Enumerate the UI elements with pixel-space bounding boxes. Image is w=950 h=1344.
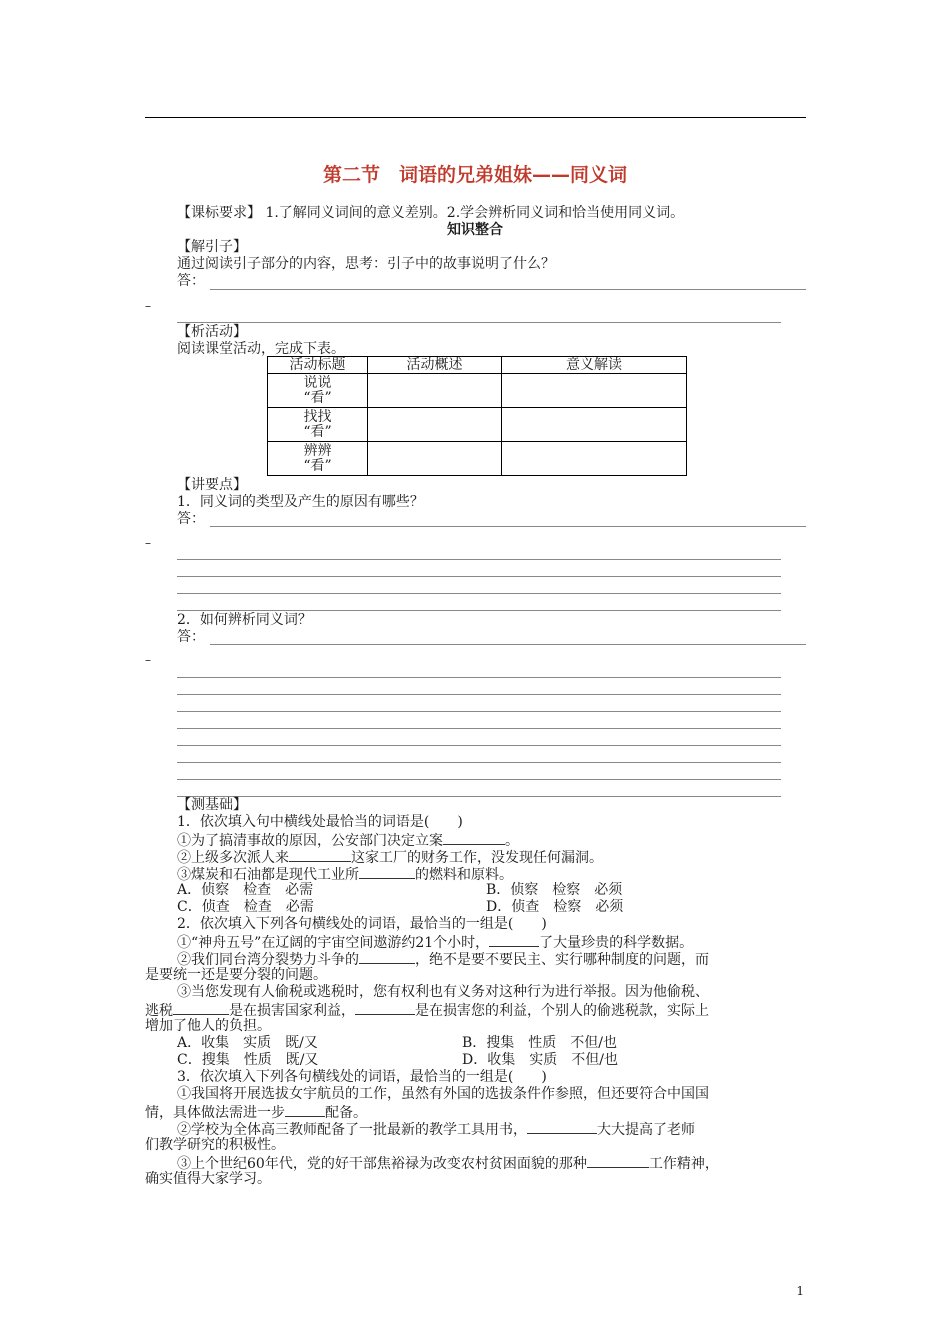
knowledge-heading: 知识整合 xyxy=(447,222,503,238)
question-sentence: ①“神舟五号”在辽阔的宇宙空间遨游约21个小时， 了大量珍贵的科学数据。 xyxy=(177,935,694,951)
row-title-line: 找找 xyxy=(303,408,332,425)
answer-line[interactable] xyxy=(177,322,781,323)
question-sentence: 逃税 是在损害国家利益， 是在损害您的利益，个别人的偷逃税款，实际上 xyxy=(145,1003,709,1019)
option-b[interactable]: B．搜集 性质 不但/也 xyxy=(462,1035,618,1051)
requirements-line xyxy=(177,205,684,222)
question-sentence: 们教学研究的积极性。 xyxy=(145,1137,285,1153)
fill-blank[interactable] xyxy=(289,848,351,862)
answer-line[interactable] xyxy=(177,796,781,797)
answer-line[interactable] xyxy=(210,644,806,645)
row-title-line: 辨辨 xyxy=(303,442,332,459)
fill-blank[interactable] xyxy=(173,1001,229,1015)
answer-line[interactable] xyxy=(177,728,781,729)
option-a[interactable]: A．收集 实质 既/又 xyxy=(177,1035,318,1051)
answer-line[interactable] xyxy=(177,576,781,577)
question-sentence: ①我国将开展选拔女宇航员的工作，虽然有外国的选拔条件作参照，但还要符合中国国 xyxy=(177,1086,709,1102)
basics-heading: 【测基础】 xyxy=(177,797,247,813)
table-header: 活动标题 xyxy=(268,357,368,374)
question-sentence: ②上级多次派人来 这家工厂的财务工作，没发现任何漏洞。 xyxy=(177,850,603,866)
activity-table xyxy=(267,356,687,476)
answer-line[interactable] xyxy=(177,610,781,611)
fill-blank[interactable] xyxy=(355,1001,415,1015)
option-d[interactable]: D．侦查 检察 必须 xyxy=(486,899,624,915)
question-stem: 2．依次填入下列各句横线处的词语，最恰当的一组是( ) xyxy=(177,916,547,932)
answer-line[interactable] xyxy=(177,677,781,678)
option-a[interactable]: A．侦察 检查 必需 xyxy=(177,882,314,898)
answer-line[interactable] xyxy=(177,694,781,695)
fill-blank[interactable] xyxy=(587,1154,649,1168)
requirements-label: 【课标要求】 xyxy=(177,205,261,221)
fill-blank[interactable] xyxy=(359,950,415,964)
row-title-line: 说说 xyxy=(303,374,332,391)
fill-blank[interactable] xyxy=(359,865,415,879)
option-b[interactable]: B．侦察 检察 必须 xyxy=(486,882,623,898)
fill-blank[interactable] xyxy=(285,1103,325,1117)
row-title-line: “看” xyxy=(303,389,332,406)
option-c[interactable]: C．搜集 性质 既/又 xyxy=(177,1052,319,1068)
table-cell[interactable] xyxy=(368,442,502,476)
question-sentence: ①为了搞清事故的原因，公安部门决定立案 。 xyxy=(177,833,519,849)
table-row xyxy=(268,408,687,442)
fill-blank[interactable] xyxy=(527,1120,597,1134)
question-sentence: ②学校为全体高三教师配备了一批最新的教学工具用书， 大大提高了老师 xyxy=(177,1122,695,1138)
intro-answer-label: 答： xyxy=(177,273,205,289)
question-sentence: 是要统一还是要分裂的问题。 xyxy=(145,967,327,983)
page-title: 第二节 词语的兄弟姐妹——同义词 xyxy=(322,164,627,186)
page-number: 1 xyxy=(796,1284,804,1298)
row-title-line: “看” xyxy=(303,423,332,440)
table-cell[interactable] xyxy=(368,374,502,408)
table-cell[interactable] xyxy=(368,408,502,442)
question-sentence: ③当您发现有人偷税或逃税时，您有权利也有义务对这种行为进行举报。因为他偷税、 xyxy=(177,984,709,1000)
dash-mark: – xyxy=(145,299,151,313)
points-q2: 2．如何辨析同义词？ xyxy=(177,612,312,628)
answer-line[interactable] xyxy=(177,762,781,763)
dash-mark: – xyxy=(145,536,151,550)
table-cell[interactable] xyxy=(502,442,687,476)
requirements-text: 1.了解同义词间的意义差别。2.学会辨析同义词和恰当使用同义词。 xyxy=(265,205,685,221)
table-cell[interactable] xyxy=(502,408,687,442)
fill-blank[interactable] xyxy=(443,831,505,845)
table-header: 意义解读 xyxy=(502,357,687,374)
dash-mark: – xyxy=(145,653,151,667)
answer-line[interactable] xyxy=(177,711,781,712)
answer-line[interactable] xyxy=(177,559,781,560)
intro-heading: 【解引子】 xyxy=(177,239,247,255)
table-row xyxy=(268,374,687,408)
activity-heading: 【析活动】 xyxy=(177,324,247,340)
intro-prompt: 通过阅读引子部分的内容，思考：引子中的故事说明了什么？ xyxy=(177,256,555,272)
question-sentence: 确实值得大家学习。 xyxy=(145,1171,271,1187)
points-q1: 1．同义词的类型及产生的原因有哪些？ xyxy=(177,494,424,510)
question-sentence: 情，具体做法需进一步 配备。 xyxy=(145,1105,367,1121)
table-header: 活动概述 xyxy=(368,357,502,374)
question-stem: 1．依次填入句中横线处最恰当的词语是( ) xyxy=(177,814,463,830)
option-d[interactable]: D．收集 实质 不但/也 xyxy=(462,1052,618,1068)
fill-blank[interactable] xyxy=(489,933,539,947)
question-stem: 3．依次填入下列各句横线处的词语，最恰当的一组是( ) xyxy=(177,1069,547,1085)
answer-line[interactable] xyxy=(177,593,781,594)
table-cell[interactable] xyxy=(502,374,687,408)
option-c[interactable]: C．侦查 检查 必需 xyxy=(177,899,314,915)
points-heading: 【讲要点】 xyxy=(177,477,247,493)
question-sentence: 增加了他人的负担。 xyxy=(145,1018,271,1034)
question-sentence: ③上个世纪60年代，党的好干部焦裕禄为改变农村贫困面貌的那种 工作精神， xyxy=(177,1156,719,1172)
row-title-line: “看” xyxy=(303,457,332,474)
answer-line[interactable] xyxy=(210,526,806,527)
activity-prompt: 阅读课堂活动，完成下表。 xyxy=(177,341,345,357)
points-answer-label: 答： xyxy=(177,511,205,527)
question-sentence: ②我们同台湾分裂势力斗争的 ，绝不是要不要民主、实行哪种制度的问题，而 xyxy=(177,952,709,968)
answer-line[interactable] xyxy=(177,779,781,780)
header-rule xyxy=(145,117,806,118)
answer-line[interactable] xyxy=(177,745,781,746)
table-row xyxy=(268,442,687,476)
points-answer-label: 答： xyxy=(177,629,205,645)
answer-line[interactable] xyxy=(210,289,806,290)
question-sentence: ③煤炭和石油都是现代工业所 的燃料和原料。 xyxy=(177,867,513,883)
